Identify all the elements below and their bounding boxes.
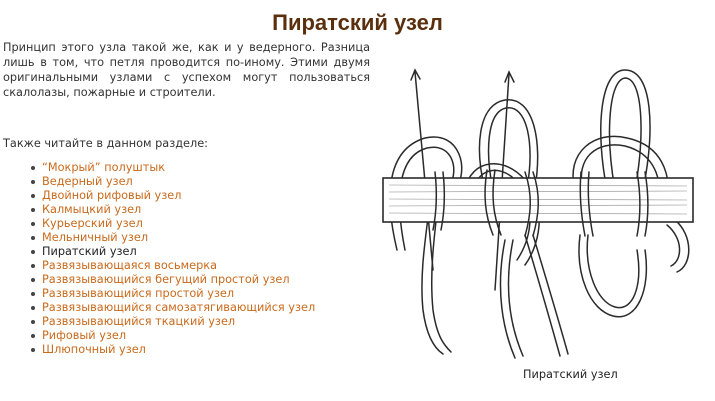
figure-caption: Пиратский узел <box>523 368 618 381</box>
link-item[interactable]: Шлюпочный узел <box>42 343 315 357</box>
link-item[interactable]: Курьерский узел <box>42 217 315 231</box>
current-page-item: Пиратский узел <box>42 245 315 259</box>
link-item[interactable]: “Мокрый” полуштык <box>42 161 315 175</box>
intro-paragraph: Принцип этого узла такой же, как и у ведерного. Разница лишь в том, что петля проводится по-иному. Этими двумя оригинальными узлами с успехом могут пользоваться скалолазы, пожарные и строители. <box>3 41 370 99</box>
link-item[interactable]: Двойной рифовый узел <box>42 189 315 203</box>
link-item[interactable]: Развязывающийся самозатягивающийся узел <box>42 301 316 314</box>
link-item[interactable]: Развязывающийся бегущий простой узел <box>42 273 315 287</box>
link-item[interactable]: Развязывающийся простой узел <box>42 287 315 301</box>
page-title: Пиратский узел <box>272 10 443 35</box>
link-item[interactable]: Мельничный узел <box>42 231 315 245</box>
link-item[interactable]: Развязывающаяся восьмерка <box>42 259 315 273</box>
link-item[interactable]: Рифовый узел <box>42 329 315 343</box>
link-item[interactable]: Ведерный узел <box>42 175 315 189</box>
also-read-heading: Также читайте в данном разделе: <box>3 137 208 150</box>
link-item[interactable]: Калмыцкий узел <box>42 203 315 217</box>
knot-illustration <box>375 60 705 360</box>
link-item[interactable]: Развязывающийся ткацкий узел <box>42 315 315 329</box>
related-links-list <box>42 161 315 357</box>
